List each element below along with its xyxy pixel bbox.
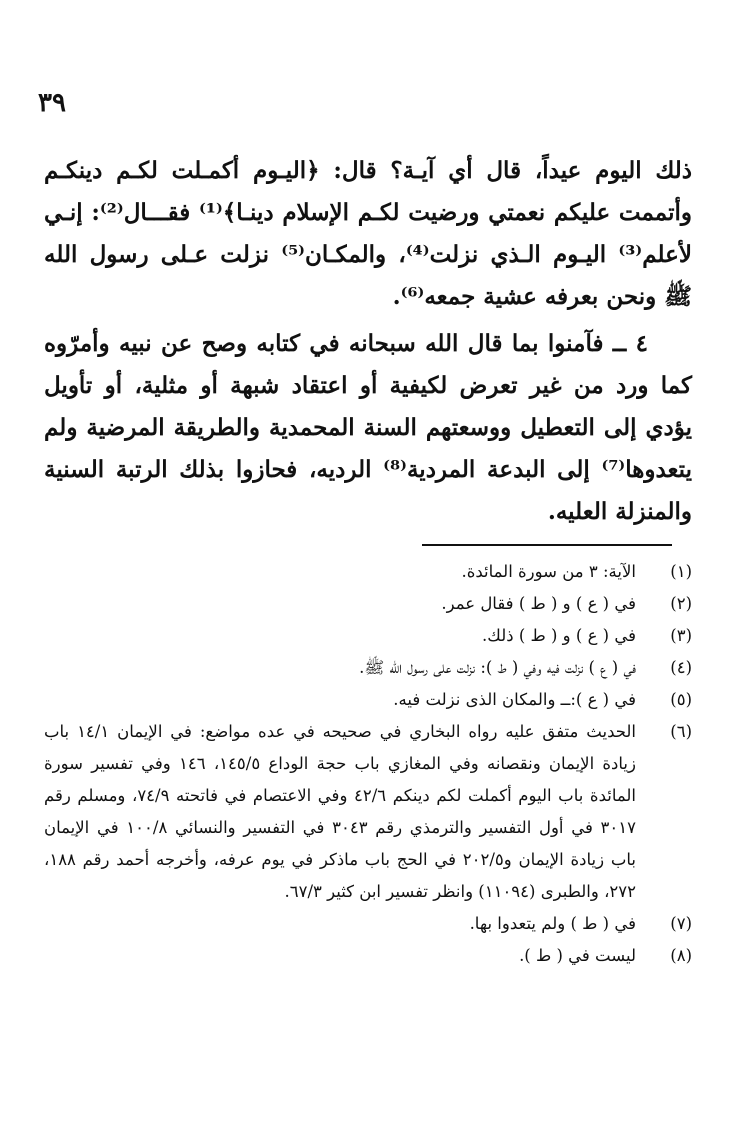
- footnote-text: ليست في ( ط ).: [519, 946, 636, 965]
- footnote-8: [44, 940, 692, 972]
- footnote-text: الآية: ٣ من سورة المائدة.: [461, 562, 636, 581]
- footnote-6: [44, 716, 692, 908]
- footnote-3: [44, 620, 692, 652]
- footnote-text: في ( ع ) و ( ط ) فقال عمر.: [441, 594, 636, 613]
- footnote-number: (٢): [670, 594, 692, 613]
- footnote-number: (٥): [670, 690, 692, 709]
- footnote-1: [44, 556, 692, 588]
- footnote-number: (٦): [670, 722, 692, 741]
- footnote-text: في ( ط ) ولم يتعدوا بها.: [469, 914, 636, 933]
- footnote-7: [44, 908, 692, 940]
- footnote-text: الحديث متفق عليه رواه البخاري في صحيحه في عده مواضع: في الإيمان ١٤/١ باب زيادة الإيمان ونقصانه وفي المغازي باب حجة الوداع ١٤٥/٥، ١٤٦ وفي تفسير سورة المائدة باب اليوم أكملت لكم دينكم ٤٢/٦ وفي الاعتصام في فاتحته ٧٤/٩، ومسلم رقم ٣٠١٧ في أول التفسير والترمذي رقم ٣٠٤٣ في التفسير والنسائي ١٠٠/٨ في الإيمان باب زيادة الإيمان و٢٠٢/٥ في الحج باب ماذكر في يوم عرفه، وأخرجه أحمد رقم ١٨٨، ٢٧٢، والطبرى (١١٠٩٤) وانظر تفسير ابن كثير ٦٧/٣.: [44, 722, 637, 901]
- main-paragraph-1: ذلك اليوم عيداً، قال أي آيـة؟ قال: ﴿اليـوم أكمـلت لكـم دينكـم وأتممت عليكم نعمتي ورضيت لكـم الإسلام دينـا﴾⁽¹⁾ فقـــال⁽²⁾: إنـي لأعلم⁽³⁾ اليـوم الـذي نزلت⁽⁴⁾، والمكـان⁽⁵⁾ نزلت عـلى رسول الله ﷺ ونحن بعرفه عشية جمعه⁽⁶⁾.: [44, 157, 692, 310]
- footnote-text: في ( ع ) نزلت فيه وفي ( ط ): نزلت على رسول الله ﷺ.: [359, 658, 636, 677]
- footnote-text: في ( ع ) و ( ط ) ذلك.: [482, 626, 636, 645]
- footnote-number: (٧): [670, 914, 692, 933]
- footnote-4: [44, 652, 692, 684]
- footnote-number: (٨): [670, 946, 692, 965]
- footnote-number: (١): [670, 562, 692, 581]
- footnote-2: [44, 588, 692, 620]
- footnote-text: في ( ع ):ــ والمكان الذى نزلت فيه.: [393, 690, 636, 709]
- footnote-number: (٤): [670, 658, 692, 677]
- footnote-divider: [422, 544, 672, 546]
- footnote-5: [44, 684, 692, 716]
- main-paragraph-2: ٤ ــ فآمنوا بما قال الله سبحانه في كتابه وصح عن نبيه وأمرّوه كما ورد من غير تعرض لكيفية أو اعتقاد شبهة أو مثلية، أو تأويل يؤدي إلى التعطيل ووسعتهم السنة المحمدية والطريقة المرضية ولم يتعدوها⁽⁷⁾ إلى البدعة المردية⁽⁸⁾ الرديه، فحازوا بذلك الرتبة السنية والمنزلة العليه.: [44, 330, 692, 525]
- footnotes: [44, 556, 692, 972]
- footnote-number: (٣): [670, 626, 692, 645]
- page-number: ٣٩: [38, 88, 66, 118]
